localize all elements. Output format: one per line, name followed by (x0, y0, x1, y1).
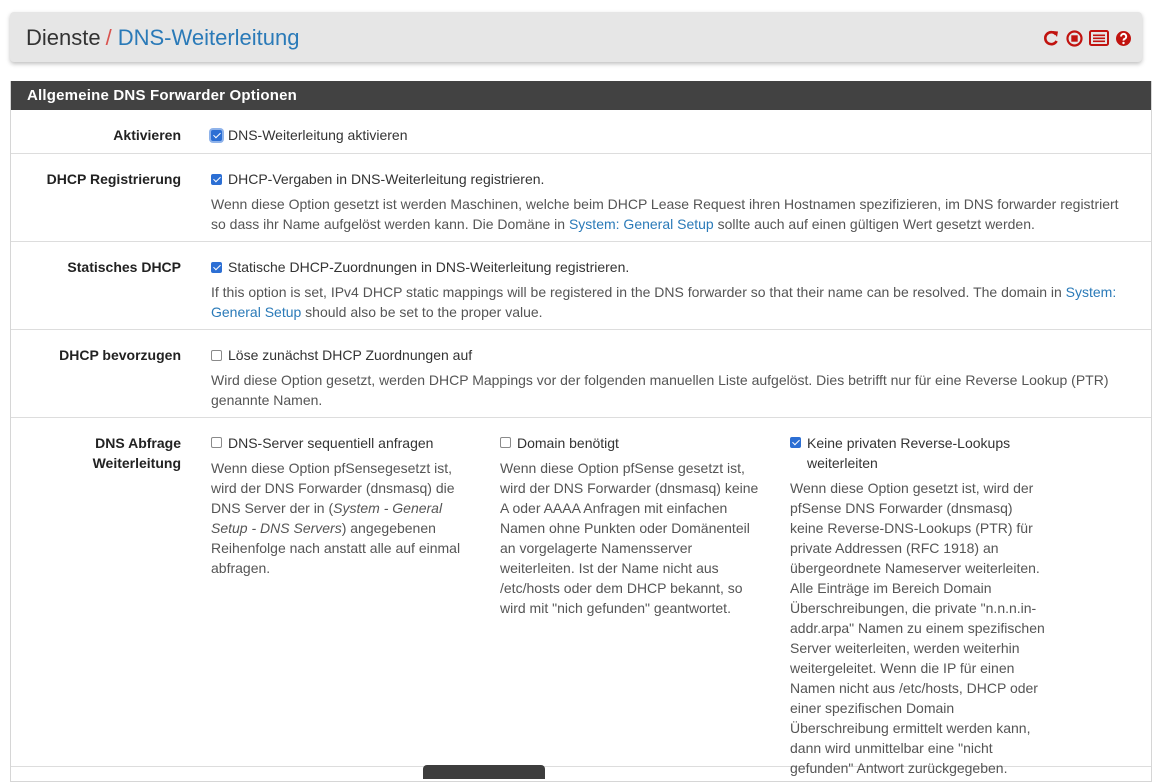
breadcrumb-current[interactable]: DNS-Weiterleitung (117, 25, 300, 50)
dhcp-registration-option-text[interactable]: DHCP-Vergaben in DNS-Weiterleitung registrieren. (228, 171, 545, 187)
header-toolbar (1042, 29, 1132, 47)
dns-forwarder-options-panel (10, 81, 1152, 782)
static-dhcp-label: Statisches DHCP (67, 259, 181, 275)
row-static-dhcp (11, 242, 1151, 330)
dhcp-registration-checkbox[interactable] (211, 174, 222, 185)
no-private-reverse-option-text[interactable]: Keine privaten Reverse-Lookups weiterleiten (807, 435, 1011, 471)
save-button[interactable] (423, 765, 545, 779)
enable-label: Aktivieren (113, 127, 181, 143)
dhcp-prefer-help: Wird diese Option gesetzt, werden DHCP Mappings vor der folgenden manuellen Liste aufgelöst. Dies betrifft nur für eine Reverse Lookup (PTR) genannte Namen. (211, 372, 1109, 408)
sequential-option (211, 433, 466, 453)
row-dhcp-prefer (11, 330, 1151, 418)
page-header (10, 12, 1142, 62)
static-dhcp-help (211, 282, 1131, 322)
help-text: Wenn diese Option gesetzt ist werden Maschinen, welche beim DHCP Lease Request ihren Hostnamen spezifizieren, im DNS forwarder registriert so dass ihr Name aufgelöst werden kann. Die Domäne in (211, 196, 1119, 232)
dhcp-prefer-option-text[interactable]: Löse zunächst DHCP Zuordnungen auf (228, 347, 473, 363)
no-private-reverse-column (790, 433, 1048, 778)
help-text: should also be set to the proper value. (301, 304, 543, 320)
domain-required-option (500, 433, 762, 453)
dhcp-prefer-checkbox[interactable] (211, 350, 222, 361)
stop-icon[interactable] (1066, 30, 1083, 47)
help-icon[interactable] (1115, 30, 1132, 47)
no-private-reverse-help: Wenn diese Option gesetzt ist, wird der pfSense DNS Forwarder (dnsmasq) keine Reverse-DNS-Lookups (PTR) für private Addressen (RFC 1918) an übergeordnete Nameserver weiterleiten. Alle Einträge im Bereich Domain Überschreibungen, die private "n.n.n.in-addr.arpa" Namen zu einem spezifischen Server weiterleiten, werden weiterhin weitergeleitet. Wenn die IP für einen Namen nicht aus /etc/hosts, DHCP oder einer spezifischen Domain Überschreibung ermittelt werden kann, dann wird unmittelbar eine "nicht gefunden" Antwort zurückgegeben. (790, 480, 1045, 776)
static-dhcp-option-text[interactable]: Statische DHCP-Zuordnungen in DNS-Weiterleitung registrieren. (228, 259, 630, 275)
help-text: If this option is set, IPv4 DHCP static mappings will be registered in the DNS forwarder so that their name can be resolved. The domain in (211, 284, 1066, 300)
domain-required-checkbox[interactable] (500, 437, 511, 448)
dns-query-label-line1: DNS Abfrage (95, 435, 181, 451)
no-private-reverse-option (790, 433, 1048, 473)
domain-required-help: Wenn diese Option pfSense gesetzt ist, wird der DNS Forwarder (dnsmasq) keine A oder AAAA Anfragen mit einfachen Namen ohne Punkten oder Domänenteil an vorgelagerte Namensserver weiterleiten. Ist der Name nicht aus /etc/hosts oder dem DHCP bekannt, so wird mit "nich gefunden" geantwortet. (500, 460, 759, 616)
dhcp-registration-help (211, 194, 1131, 234)
row-dns-query-forwarding (11, 418, 1151, 776)
dhcp-prefer-label: DHCP bevorzugen (59, 347, 181, 363)
dns-query-label-line2: Weiterleitung (92, 455, 181, 471)
domain-required-column (500, 433, 762, 618)
reload-icon[interactable] (1042, 29, 1060, 47)
dhcp-registration-label: DHCP Registrierung (46, 171, 181, 187)
enable-checkbox[interactable] (211, 130, 222, 141)
sequential-option-text[interactable]: DNS-Server sequentiell anfragen (228, 435, 434, 451)
row-enable (11, 110, 1151, 154)
static-dhcp-field (211, 257, 1131, 322)
help-text: Wenn diese Option pfSensegesetzt ist, wird der DNS Forwarder (dnsmasq) die DNS Server der in ( (211, 460, 455, 516)
no-private-reverse-checkbox[interactable] (790, 437, 801, 448)
dhcp-prefer-field (211, 345, 1131, 410)
static-dhcp-checkbox[interactable] (211, 262, 222, 273)
breadcrumb-parent[interactable]: Dienste (26, 25, 101, 50)
sequential-help (211, 458, 466, 578)
help-text: ) angegebenen Reihenfolge nach anstatt alle auf einmal abfragen. (211, 520, 461, 576)
sequential-column (211, 433, 466, 578)
general-setup-link[interactable]: System: General Setup (568, 216, 714, 232)
sequential-checkbox[interactable] (211, 437, 222, 448)
general-setup-link[interactable]: System: General Setup (211, 284, 1117, 320)
dhcp-registration-field (211, 169, 1131, 234)
help-emphasis: System - General Setup - DNS Servers (211, 500, 443, 536)
row-dhcp-registration (11, 154, 1151, 242)
dns-query-label (21, 433, 181, 473)
help-text: sollte auch auf einen gültigen Wert gesetzt werden. (713, 216, 1035, 232)
log-list-icon[interactable] (1089, 30, 1109, 46)
breadcrumb (26, 25, 300, 51)
domain-required-option-text[interactable]: Domain benötigt (517, 435, 619, 451)
enable-option-text[interactable]: DNS-Weiterleitung aktivieren (228, 127, 408, 143)
panel-title: Allgemeine DNS Forwarder Optionen (11, 81, 1151, 110)
enable-field (211, 125, 1131, 145)
breadcrumb-separator: / (105, 25, 112, 50)
